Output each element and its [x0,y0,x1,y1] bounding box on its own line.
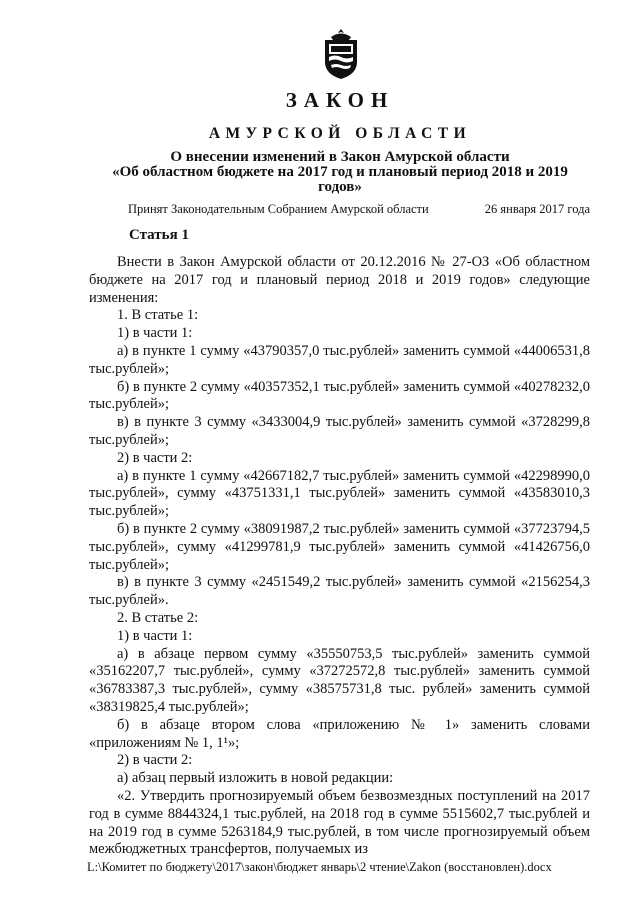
paragraph: Внести в Закон Амурской области от 20.12.2016 № 27-ОЗ «Об областном бюджете на 2017 год и плановый период 2018 и 2019 годов» следующие изменения: [89,254,590,306]
law-subtitle [100,150,580,195]
paragraph: б) в пункте 2 сумму «38091987,2 тыс.рублей» заменить суммой «37723794,5 тыс.рублей», сумму «41299781,9 тыс.рублей» заменить суммой «41426756,0 тыс.рублей»; [89,520,590,573]
article-heading: Статья 1 [129,227,189,243]
paragraph: в) в пункте 3 сумму «3433004,9 тыс.рублей» заменить суммой «3728299,8 тыс.рублей»; [89,414,590,448]
file-path-footer: L:\Комитет по бюджету\2017\закон\бюджет январь\2 чтение\Zakon (восстановлен).docx [87,860,552,874]
adopted-date: 26 января 2017 года [484,202,590,216]
paragraph: б) в абзаце втором слова «приложению № 1» заменить словами «приложениям № 1, 1¹»; [89,716,590,751]
adopted-by: Принят Законодательным Собранием Амурской области [128,202,429,216]
paragraph: а) в пункте 1 сумму «42667182,7 тыс.рублей» заменить суммой «42298990,0 тыс.рублей», сумму «43751331,1 тыс.рублей» заменить суммой «43583010,3 тыс.рублей»; [89,467,590,520]
paragraph: 2. В статье 2: [117,609,199,626]
paragraph: в) в пункте 3 сумму «2451549,2 тыс.рублей» заменить суммой «2156254,3 тыс.рублей». [89,574,590,609]
paragraph: 1. В статье 1: [117,307,199,324]
paragraph: 2) в части 2: [117,449,193,466]
region-title: АМУРСКОЙ ОБЛАСТИ [208,125,472,142]
paragraph: 1) в части 1: [117,627,193,644]
paragraph: б) в пункте 2 сумму «40357352,1 тыс.рублей» заменить суммой «40278232,0 тыс.рублей»; [89,378,590,413]
subtitle-line: годов» [318,179,362,195]
document-title: ЗАКОН [285,88,395,112]
paragraph: а) в пункте 1 сумму «43790357,0 тыс.рублей» заменить суммой «44006531,8 тыс.рублей»; [89,342,590,377]
coat-of-arms-icon [321,28,361,80]
document-body [89,254,590,859]
subtitle-line: «Об областном бюджете на 2017 год и плановый период 2018 и 2019 [112,164,568,180]
paragraph: «2. Утвердить прогнозируемый объем безвозмездных поступлений на 2017 год в сумме 8844324,1 тыс.рублей, на 2018 год в сумме 5515602,7 тыс.рублей и на 2019 год в сумме 5263184,9 тыс.рублей, в том числе прогнозируемый объем межбюджетных трансфертов, получаемых из [89,787,590,858]
adoption-line [128,202,590,217]
subtitle-line: О внесении изменений в Закон Амурской области [170,149,510,165]
paragraph: а) абзац первый изложить в новой редакции: [117,770,394,787]
paragraph: 1) в части 1: [117,325,193,342]
paragraph: 2) в части 2: [117,752,193,769]
paragraph: а) в абзаце первом сумму «35550753,5 тыс.рублей» заменить суммой «35162207,7 тыс.рублей», сумму «37272572,8 тыс.рублей» заменить суммой «36783387,3 тыс.рублей», сумму «38575731,8 тыс. рублей» заменить суммой «38319825,4 тыс.рублей»; [89,645,590,715]
